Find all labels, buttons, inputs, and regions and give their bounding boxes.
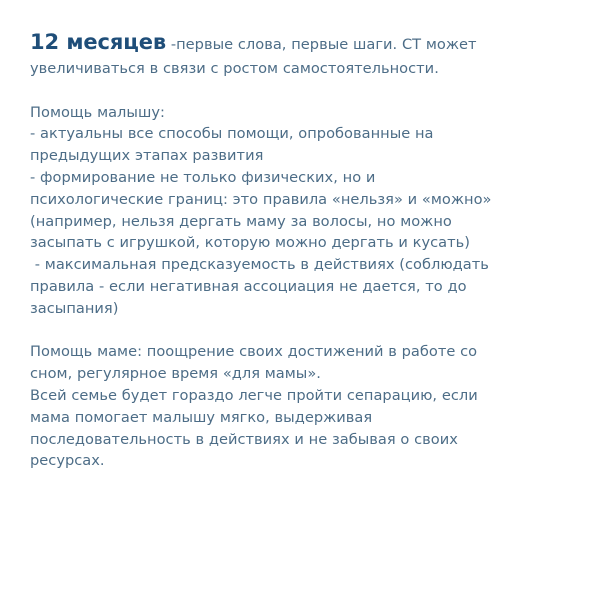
age-milestone-term: 12 месяцев	[30, 30, 167, 54]
help-baby-line-6: (например, нельзя дергать маму за волосы, но можно	[30, 212, 452, 230]
text-content-block	[30, 32, 558, 472]
headline-line-1	[30, 32, 558, 58]
help-mother-line-2: сном, регулярное время «для мамы».	[30, 365, 321, 383]
help-baby-line-1: Помощь малышу:	[30, 103, 165, 121]
help-baby-line-4: - формирование не только физических, но и	[30, 168, 376, 186]
help-baby-line-8: - максимальная предсказуемость в действиях (соблюдать	[30, 256, 489, 274]
help-baby-line-7: засыпать с игрушкой, которую можно дергать и кусать)	[30, 234, 471, 252]
help-baby-line-5: психологические границ: это правила «нельзя» и «можно»	[30, 190, 492, 208]
help-mother-line-6: ресурсах.	[30, 452, 105, 470]
help-baby-paragraph	[30, 102, 558, 320]
headline-paragraph	[30, 32, 558, 80]
help-mother-line-5: последовательность в действиях и не забывая о своих	[30, 430, 458, 448]
help-mother-line-3: Всей семье будет гораздо легче пройти сепарацию, если	[30, 386, 478, 404]
help-mother-line-1: Помощь маме: поощрение своих достижений в работе со	[30, 343, 478, 361]
headline-line-2: увеличиваться в связи с ростом самостоятельности.	[30, 60, 439, 77]
help-mother-line-4: мама помогает малышу мягко, выдерживая	[30, 408, 373, 426]
help-baby-line-2: - актуальны все способы помощи, опробованные на	[30, 125, 434, 143]
help-mother-paragraph	[30, 341, 558, 472]
help-baby-line-10: засыпания)	[30, 299, 119, 317]
help-baby-line-3: предыдущих этапах развития	[30, 147, 264, 165]
help-baby-line-9: правила - если негативная ассоциация не дается, то до	[30, 277, 467, 295]
headline-description: -первые слова, первые шаги. СТ может	[166, 36, 477, 53]
